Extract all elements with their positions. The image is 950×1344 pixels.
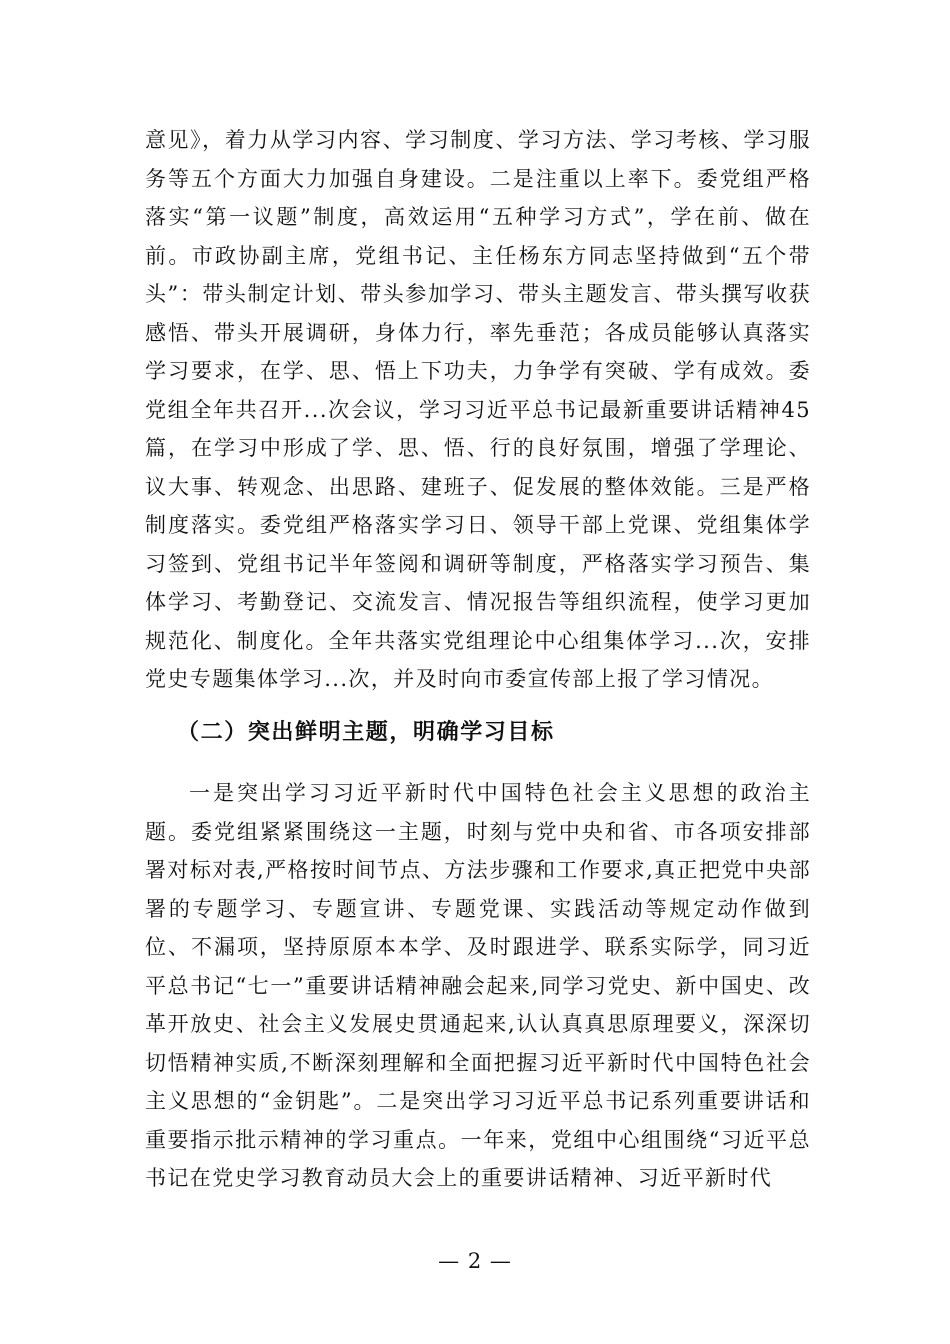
- body-paragraph: 一是突出学习习近平新时代中国特色社会主义思想的政治主题。委党组紧紧围绕这一主题，时刻与党中央和省、市各项安排部署对标对表,严格按时间节点、方法步骤和工作要求,真正把党中央部署的专题学习、专题宣讲、专题党课、实践活动等规定动作做到位、不漏项，坚持原原本本学、及时跟进学、联系实际学，同习近平总书记“七一”重要讲话精神融会起来,同学习党史、新中国史、改革开放史、社会主义发展史贯通起来,认认真真思原理要义，深深切切悟精神实质,不断深刻理解和全面把握习近平新时代中国特色社会主义思想的“金钥匙”。二是突出学习习近平总书记系列重要讲话和重要指示批示精神的学习重点。一年来，党组中心组围绕“习近平总书记在党史学习教育动员大会上的重要讲话精神、习近平新时代: [145, 781, 811, 1190]
- section-heading: （二）突出鲜明主题，明确学习目标: [177, 720, 555, 745]
- body-paragraph: 意见》，着力从学习内容、学习制度、学习方法、学习考核、学习服务等五个方面大力加强自身建设。二是注重以上率下。委党组严格落实“第一议题”制度，高效运用“五种学习方式”，学在前、做在前。市政协副主席，党组书记、主任杨东方同志坚持做到“五个带头”：带头制定计划、带头参加学习、带头主题发言、带头撰写收获感悟、带头开展调研，身体力行，率先垂范；各成员能够认真落实学习要求，在学、思、悟上下功夫，力争学有突破、学有成效。委党组全年共召开...次会议，学习习近平总书记最新重要讲话精神45篇，在学习中形成了学、思、悟、行的良好氛围，增强了学理论、议大事、转观念、出思路、建班子、促发展的整体效能。三是严格制度落实。委党组严格落实学习日、领导干部上党课、党组集体学习签到、党组书记半年签阅和调研等制度，严格落实学习预告、集体学习、考勤登记、交流发言、情况报告等组织流程，使学习更加规范化、制度化。全年共落实党组理论中心组集体学习...次，安排党史专题集体学习...次，并及时向市委宣传部上报了学习情况。: [145, 128, 811, 691]
- page-number: — 2 —: [438, 1249, 512, 1273]
